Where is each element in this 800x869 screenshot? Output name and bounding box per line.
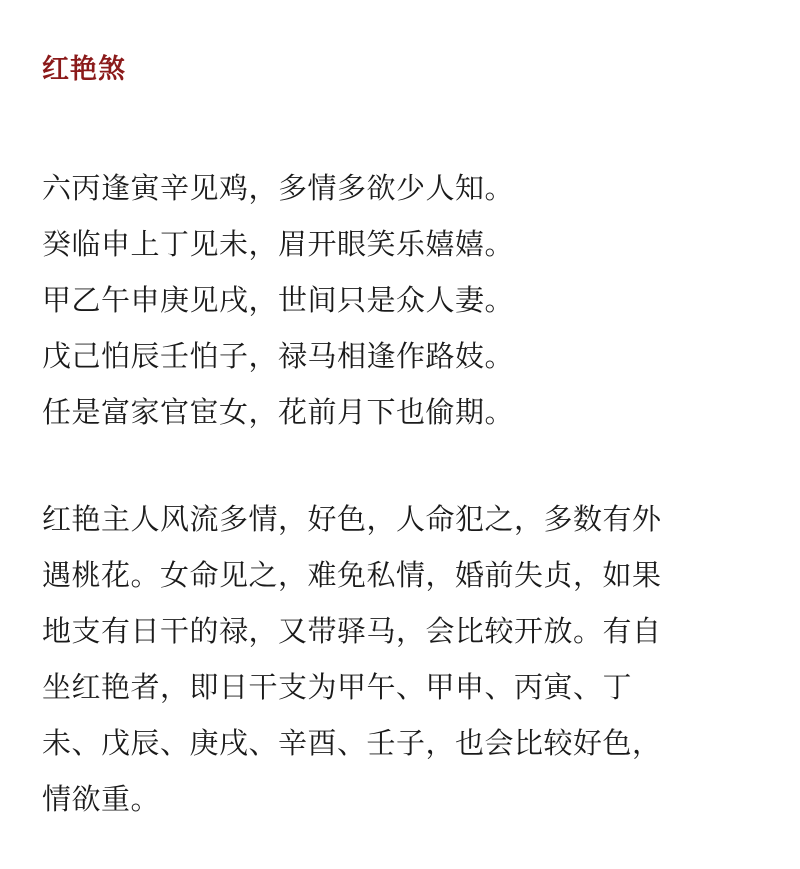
section-title: 红艳煞 [42,54,126,85]
poem-block [42,160,762,440]
paragraph-line: 坐红艳者，即日干支为甲午、甲申、丙寅、丁 [42,670,633,704]
poem-line: 甲乙午申庚见戌，世间只是众人妻。 [42,283,515,317]
paragraph-line: 未、戊辰、庚戌、辛酉、壬子，也会比较好色， [42,726,662,760]
paragraph-line: 红艳主人风流多情，好色，人命犯之，多数有外 [42,502,662,536]
paragraph-line: 情欲重。 [42,782,161,816]
poem-line: 任是富家官宦女，花前月下也偷期。 [42,395,515,429]
paragraph-line: 地支有日干的禄，又带驿马，会比较开放。有自 [42,614,662,648]
poem-line: 六丙逢寅辛见鸡，多情多欲少人知。 [42,171,515,205]
poem-line: 癸临申上丁见未，眉开眼笑乐嬉嬉。 [42,227,515,261]
explanation-paragraph [42,491,762,827]
poem-line: 戊己怕辰壬怕子，禄马相逢作路妓。 [42,339,515,373]
paragraph-line: 遇桃花。女命见之，难免私情，婚前失贞，如果 [42,558,662,592]
